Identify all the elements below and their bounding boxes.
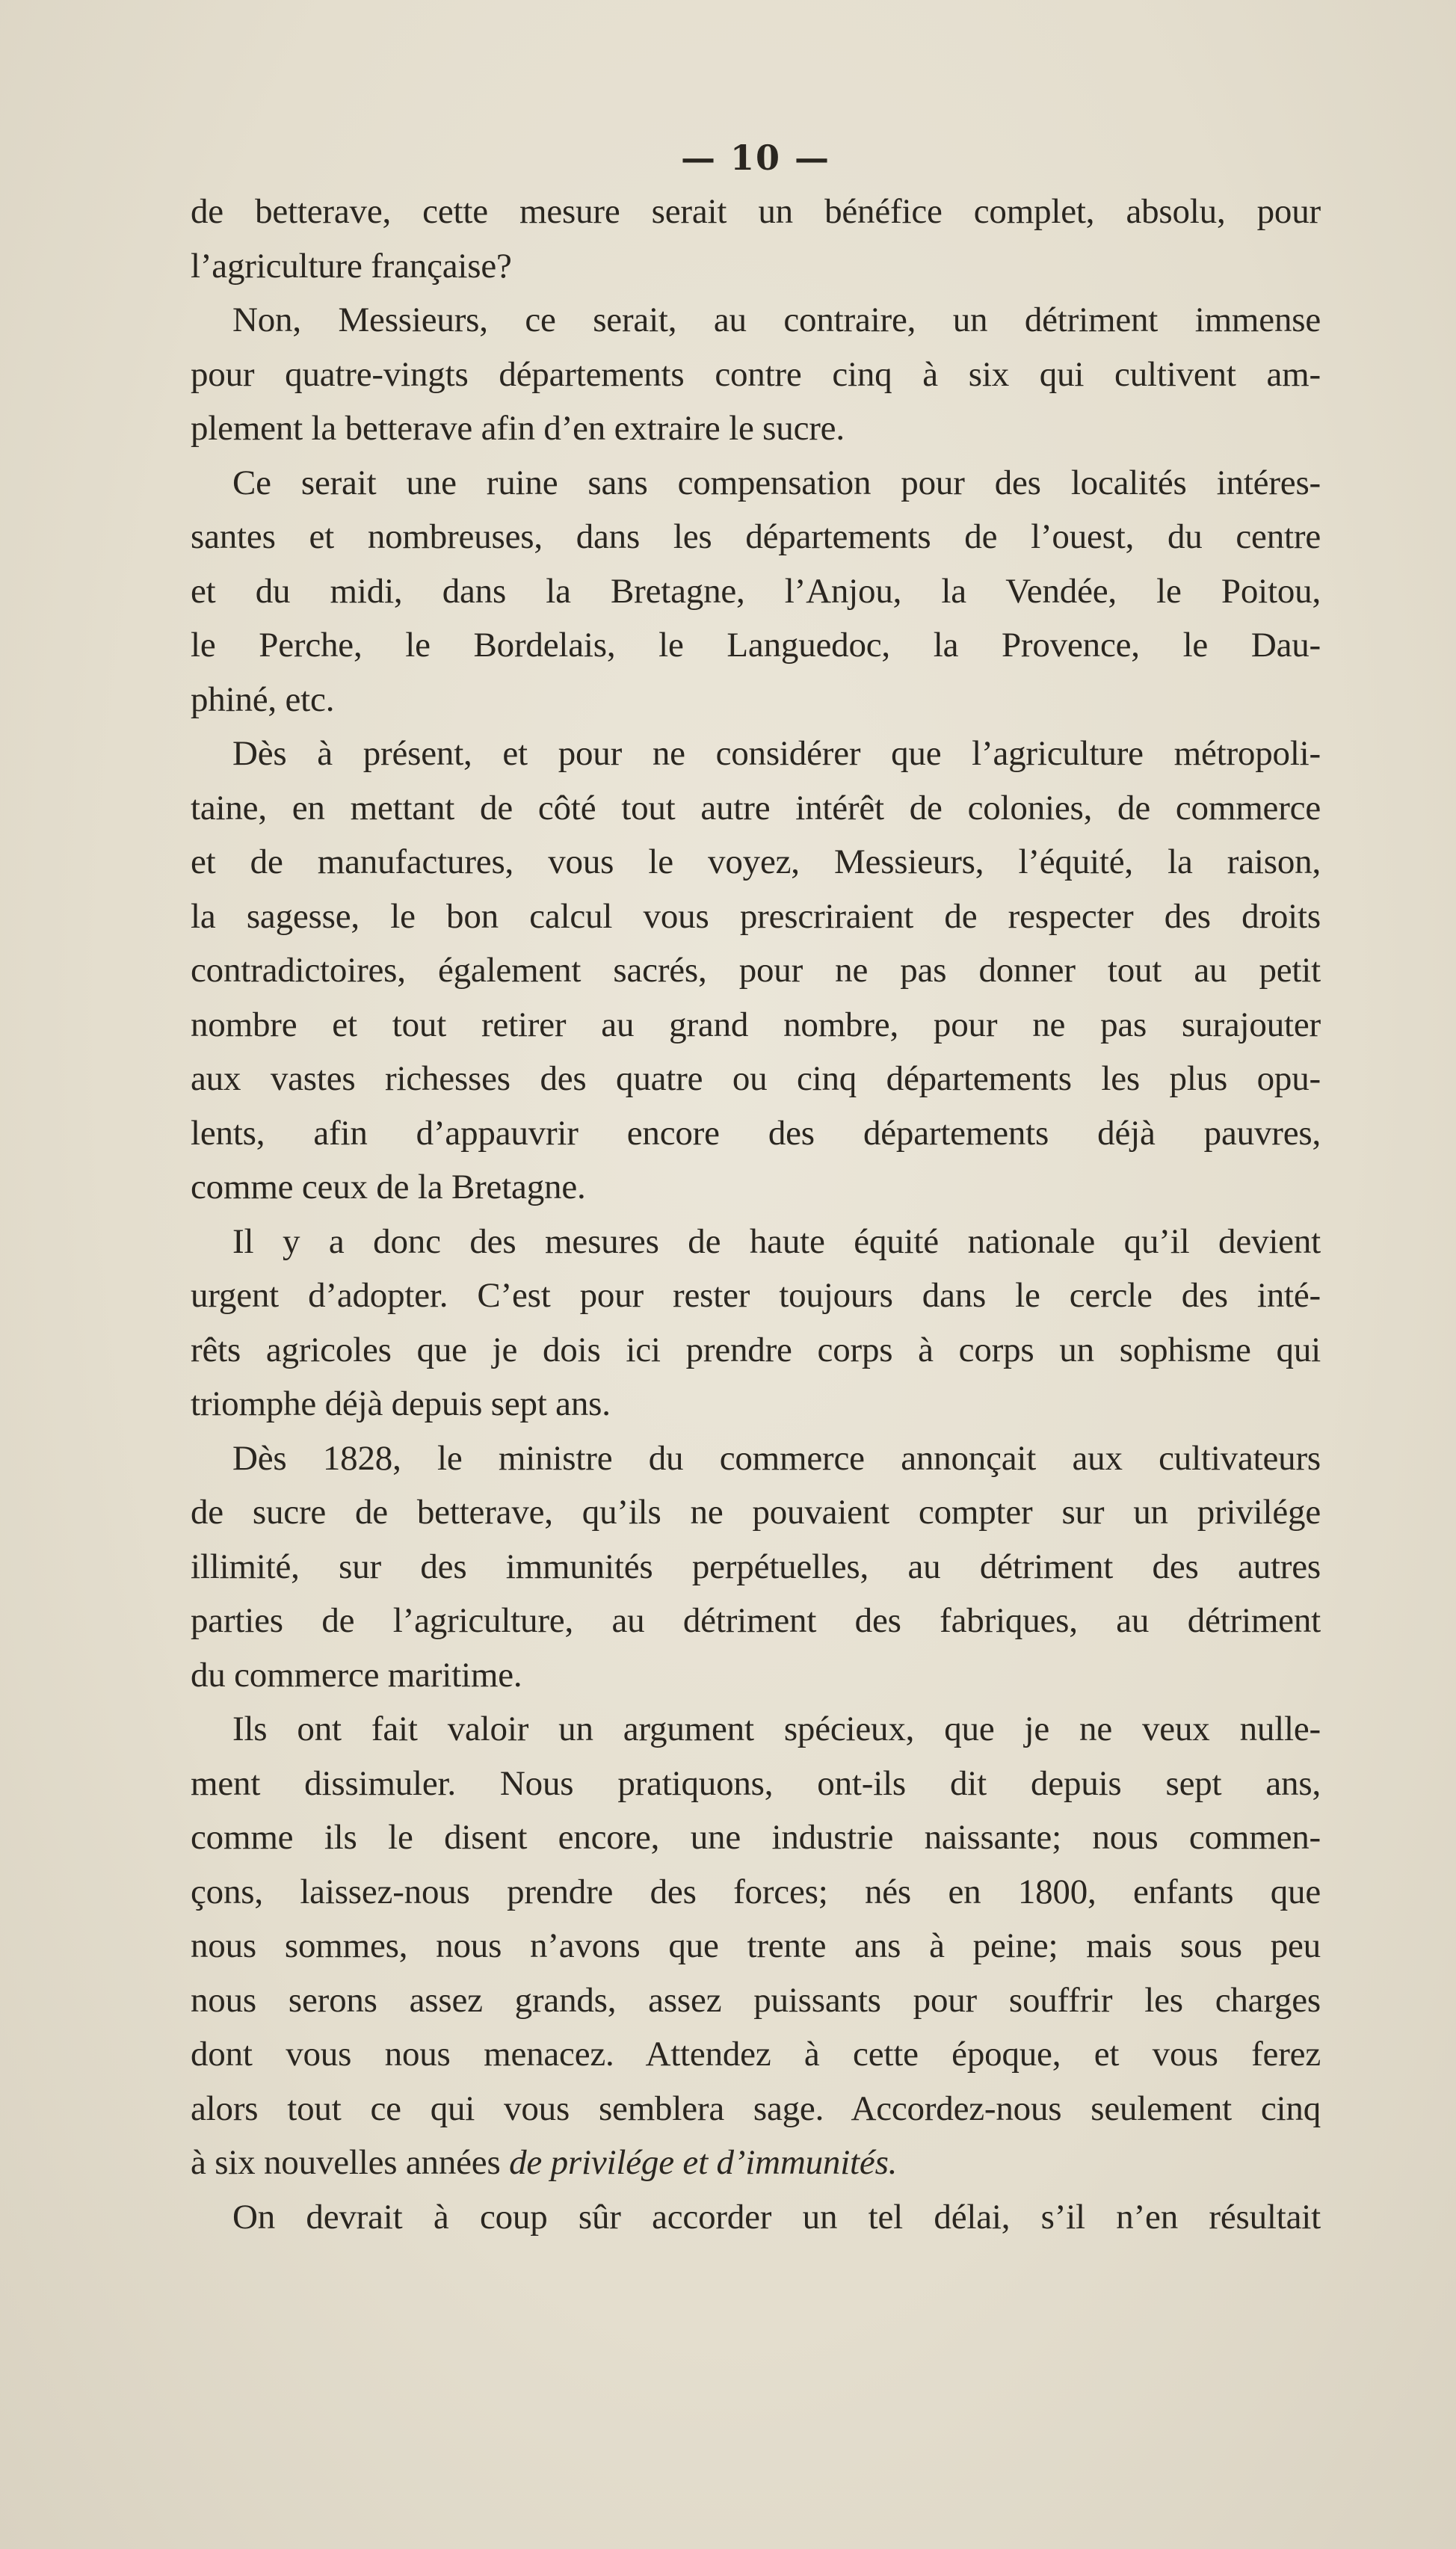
text-line: l’agriculture française? — [191, 246, 512, 286]
text-line: lents, afin d’appauvrir encore des départements déjà pauvres, — [191, 1113, 1321, 1153]
text-line: la sagesse, le bon calcul vous prescriraient de respecter des droits — [191, 896, 1321, 936]
text-line: Ce serait une ruine sans compensation pour des localités intéres- — [232, 463, 1321, 502]
text-line: comme ils le disent encore, une industrie naissante; nous commen- — [191, 1818, 1321, 1857]
paragraph — [191, 1215, 1321, 1431]
text-line: Non, Messieurs, ce serait, au contraire, un détriment immense — [232, 300, 1321, 339]
paragraph — [191, 456, 1321, 727]
paragraph — [191, 1431, 1321, 1703]
text-line: taine, en mettant de côté tout autre intérêt de colonies, de commerce — [191, 788, 1321, 827]
text-line: triomphe déjà depuis sept ans. — [191, 1384, 611, 1423]
text-line: aux vastes richesses des quatre ou cinq départements les plus opu- — [191, 1059, 1321, 1098]
text-line: du commerce maritime. — [191, 1655, 522, 1695]
paragraph — [191, 185, 1321, 293]
paragraph — [191, 727, 1321, 1215]
text-line: dont vous nous menacez. Attendez à cette époque, et vous ferez — [191, 2035, 1321, 2074]
text-line: nous serons assez grands, assez puissants pour souffrir les charges — [191, 1980, 1321, 2020]
text-line: contradictoires, également sacrés, pour ne pas donner tout au petit — [191, 951, 1321, 990]
text-line: plement la betterave afin d’en extraire le sucre. — [191, 409, 845, 448]
text-line: pour quatre-vingts départements contre cinq à six qui cultivent am- — [191, 354, 1321, 394]
text-line: santes et nombreuses, dans les départements de l’ouest, du centre — [191, 517, 1321, 556]
text-line: nous sommes, nous n’avons que trente ans à peine; mais sous peu — [191, 1926, 1321, 1965]
text-line: Ils ont fait valoir un argument spécieux, que je ne veux nulle- — [232, 1710, 1321, 1748]
text-line: ment dissimuler. Nous pratiquons, ont-ils dit depuis sept ans, — [191, 1763, 1321, 1803]
text-line: rêts agricoles que je dois ici prendre corps à corps un sophisme qui — [191, 1330, 1321, 1369]
text-line: comme ceux de la Bretagne. — [191, 1168, 586, 1206]
italic-phrase: de privilége et d’immunités. — [509, 2143, 898, 2182]
text-line: le Perche, le Bordelais, le Languedoc, la Provence, le Dau- — [191, 626, 1321, 665]
text-line: parties de l’agriculture, au détriment des fabriques, au détriment — [191, 1601, 1321, 1640]
paragraph — [191, 1702, 1321, 2190]
text-line: Dès 1828, le ministre du commerce annonçait aux cultivateurs — [232, 1438, 1321, 1478]
text-line: çons, laissez-nous prendre des forces; nés en 1800, enfants que — [191, 1872, 1321, 1911]
text-line: et de manufactures, vous le voyez, Messieurs, l’équité, la raison, — [191, 842, 1321, 881]
text-line: alors tout ce qui vous semblera sage. Accordez-nous seulement cinq — [191, 2089, 1321, 2128]
text-line — [191, 2136, 1321, 2190]
text-line: et du midi, dans la Bretagne, l’Anjou, la Vendée, le Poitou, — [191, 571, 1321, 611]
page-number: — 10 — — [680, 138, 831, 178]
paragraph — [191, 293, 1321, 456]
text-line: Dès à présent, et pour ne considérer que l’agriculture métropoli- — [232, 734, 1321, 773]
text-line: de sucre de betterave, qu’ils ne pouvaient compter sur un privilége — [191, 1493, 1321, 1532]
text-line: phiné, etc. — [191, 679, 335, 719]
paragraph — [191, 2190, 1321, 2245]
text-line: On devrait à coup sûr accorder un tel délai, s’il n’en résultait — [232, 2197, 1321, 2237]
text-line-prefix: à six nouvelles années — [191, 2143, 510, 2182]
text-line: illimité, sur des immunités perpétuelles, au détriment des autres — [191, 1547, 1321, 1586]
text-line: Il y a donc des mesures de haute équité nationale qu’il devient — [232, 1221, 1321, 1261]
text-line: urgent d’adopter. C’est pour rester toujours dans le cercle des inté- — [191, 1276, 1321, 1315]
text-line: nombre et tout retirer au grand nombre, pour ne pas surajouter — [191, 1005, 1321, 1044]
text-line: de betterave, cette mesure serait un bénéfice complet, absolu, pour — [191, 192, 1321, 231]
text-block — [191, 131, 1321, 2244]
